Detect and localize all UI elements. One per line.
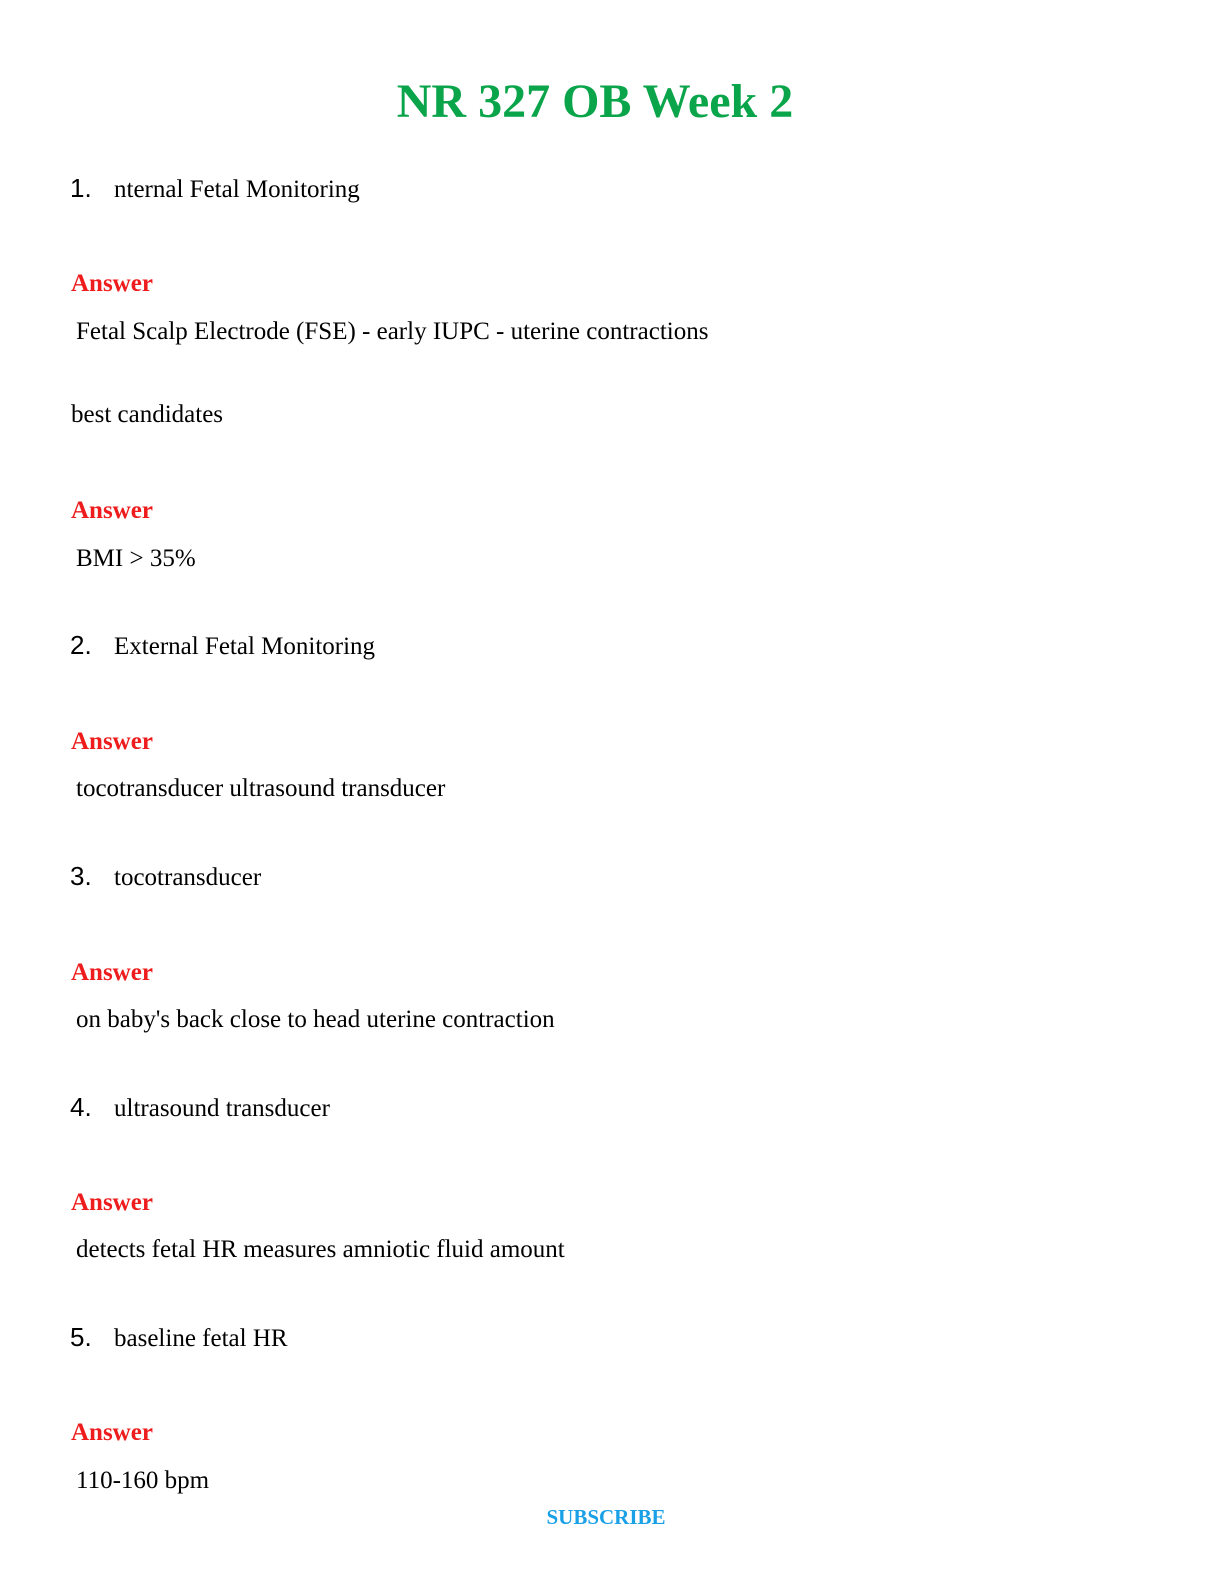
question-2 [70,629,375,663]
answer-text: on baby's back close to head uterine contraction [76,1006,555,1033]
question-number: 5. [70,1322,92,1352]
question-note: best candidates [71,401,224,428]
question-prompt: tocotransducer [114,864,262,891]
question-1 [70,172,360,206]
question-5 [70,1321,288,1355]
answer-text: detects fetal HR measures amniotic fluid amount [76,1236,565,1263]
question-4 [70,1091,330,1125]
question-prompt: External Fetal Monitoring [114,633,376,660]
question-number: 2. [70,630,92,660]
answer-label: Answer [71,1189,153,1216]
question-prompt: nternal Fetal Monitoring [114,176,360,203]
answer-label: Answer [71,270,153,297]
subscribe-link[interactable]: SUBSCRIBE [546,1505,666,1529]
answer-text: Fetal Scalp Electrode (FSE) - early IUPC - uterine contractions [76,318,709,345]
answer-label: Answer [71,959,153,986]
question-3 [70,860,261,894]
question-prompt: baseline fetal HR [114,1325,288,1352]
answer-text: 110-160 bpm [76,1467,210,1494]
question-number: 1. [70,173,92,203]
answer-label: Answer [71,497,153,524]
page-title: NR 327 OB Week 2 [396,75,794,128]
question-number: 4. [70,1092,92,1122]
answer-text: tocotransducer ultrasound transducer [76,775,446,802]
answer-label: Answer [71,728,153,755]
answer-label: Answer [71,1419,153,1446]
question-prompt: ultrasound transducer [114,1095,330,1122]
question-number: 3. [70,861,92,891]
answer-text: BMI > 35% [76,545,196,572]
